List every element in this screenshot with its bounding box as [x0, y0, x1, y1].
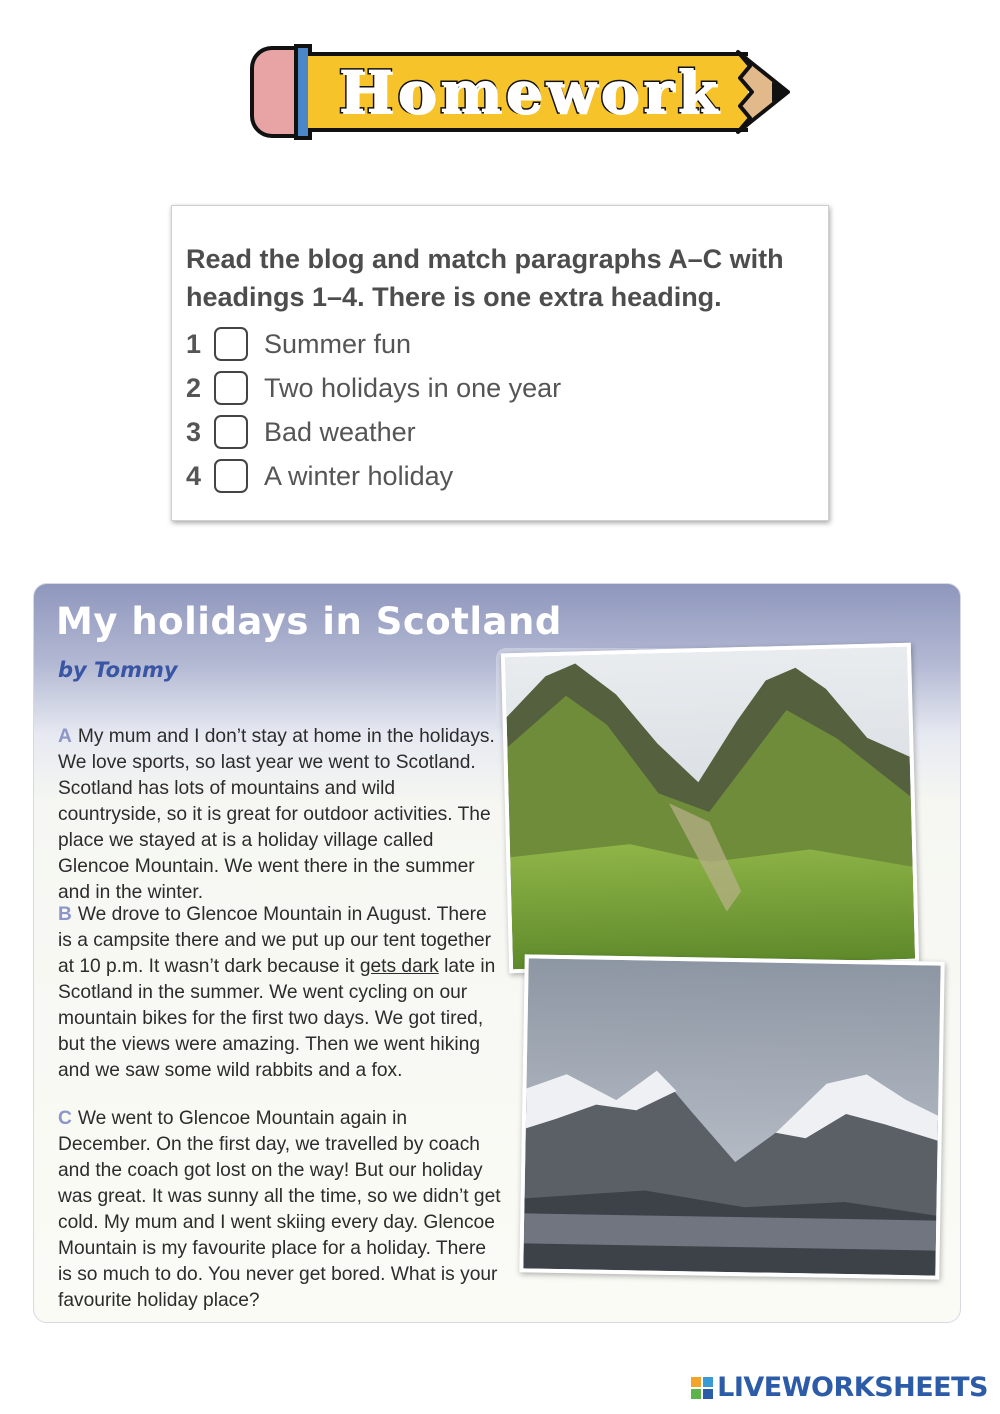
homework-title: Homework [338, 58, 722, 126]
winter-mountain-image [523, 958, 940, 1275]
paragraph-letter: B [58, 904, 72, 925]
heading-item [186, 322, 828, 366]
task-box [171, 205, 829, 521]
summer-mountain-photo [501, 643, 919, 974]
heading-number: 3 [186, 416, 202, 447]
paragraph-a [58, 724, 498, 906]
homework-banner [250, 38, 790, 146]
summer-mountain-image [505, 647, 915, 969]
blog-author: by Tommy [58, 658, 178, 682]
liveworksheets-brand [691, 1372, 988, 1403]
paragraph-text: My mum and I don’t stay at home in the holidays. We love sports, so last year we went to Scotland. Scotland has lots of mountains and wild countryside, so it is great for outdoor activities. The place we stayed at is a holiday village called Glencoe Mountain. We went there in the summer and in the winter. [58, 726, 495, 903]
task-instruction: Read the blog and match paragraphs A–C with headings 1–4. There is one extra heading. [186, 244, 784, 312]
heading-number: 2 [186, 372, 202, 403]
pencil-eraser [250, 46, 298, 138]
answer-box[interactable] [214, 415, 248, 449]
heading-item [186, 366, 828, 410]
paragraph-c [58, 1106, 503, 1314]
paragraph-text: We went to Glencoe Mountain again in December. On the first day, we travelled by coach and the coach got lost on the way! But our holiday was great. It was sunny all the time, so we didn’t get cold. My mum and I went skiing every day. Glencoe Mountain is my favourite place for a holiday. There is so much to do. You never get bored. What is your favourite holiday place? [58, 1108, 501, 1311]
paragraph-letter: A [58, 726, 72, 747]
pencil-tip-icon [736, 46, 790, 138]
paragraph-text: We drove to Glencoe Mountain in August. There is a campsite there and we put up our tent together at 10 p.m. It wasn’t dark because it [58, 904, 492, 977]
liveworksheets-logo-icon [691, 1377, 713, 1399]
paragraph-b [58, 902, 498, 1084]
winter-mountain-photo [519, 954, 944, 1279]
blog-title: My holidays in Scotland [56, 600, 562, 643]
heading-text: Summer fun [264, 328, 412, 359]
underlined-phrase: gets dark [359, 956, 439, 977]
heading-number: 4 [186, 460, 202, 491]
heading-text: A winter holiday [264, 460, 454, 491]
heading-number: 1 [186, 328, 202, 359]
paragraph-text: late in Scotland in the summer. We went cycling on our mountain bikes for the first two days. We got tired, but the views were amazing. Then we went hiking and we saw some wild rabbits and a fox. [58, 956, 496, 1081]
answer-box[interactable] [214, 371, 248, 405]
answer-box[interactable] [214, 459, 248, 493]
answer-box[interactable] [214, 327, 248, 361]
heading-text: Two holidays in one year [264, 372, 562, 403]
heading-item [186, 454, 828, 498]
heading-list [186, 322, 828, 498]
brand-name: LIVEWORKSHEETS [717, 1372, 988, 1403]
paragraph-letter: C [58, 1108, 72, 1129]
heading-item [186, 410, 828, 454]
heading-text: Bad weather [264, 416, 416, 447]
